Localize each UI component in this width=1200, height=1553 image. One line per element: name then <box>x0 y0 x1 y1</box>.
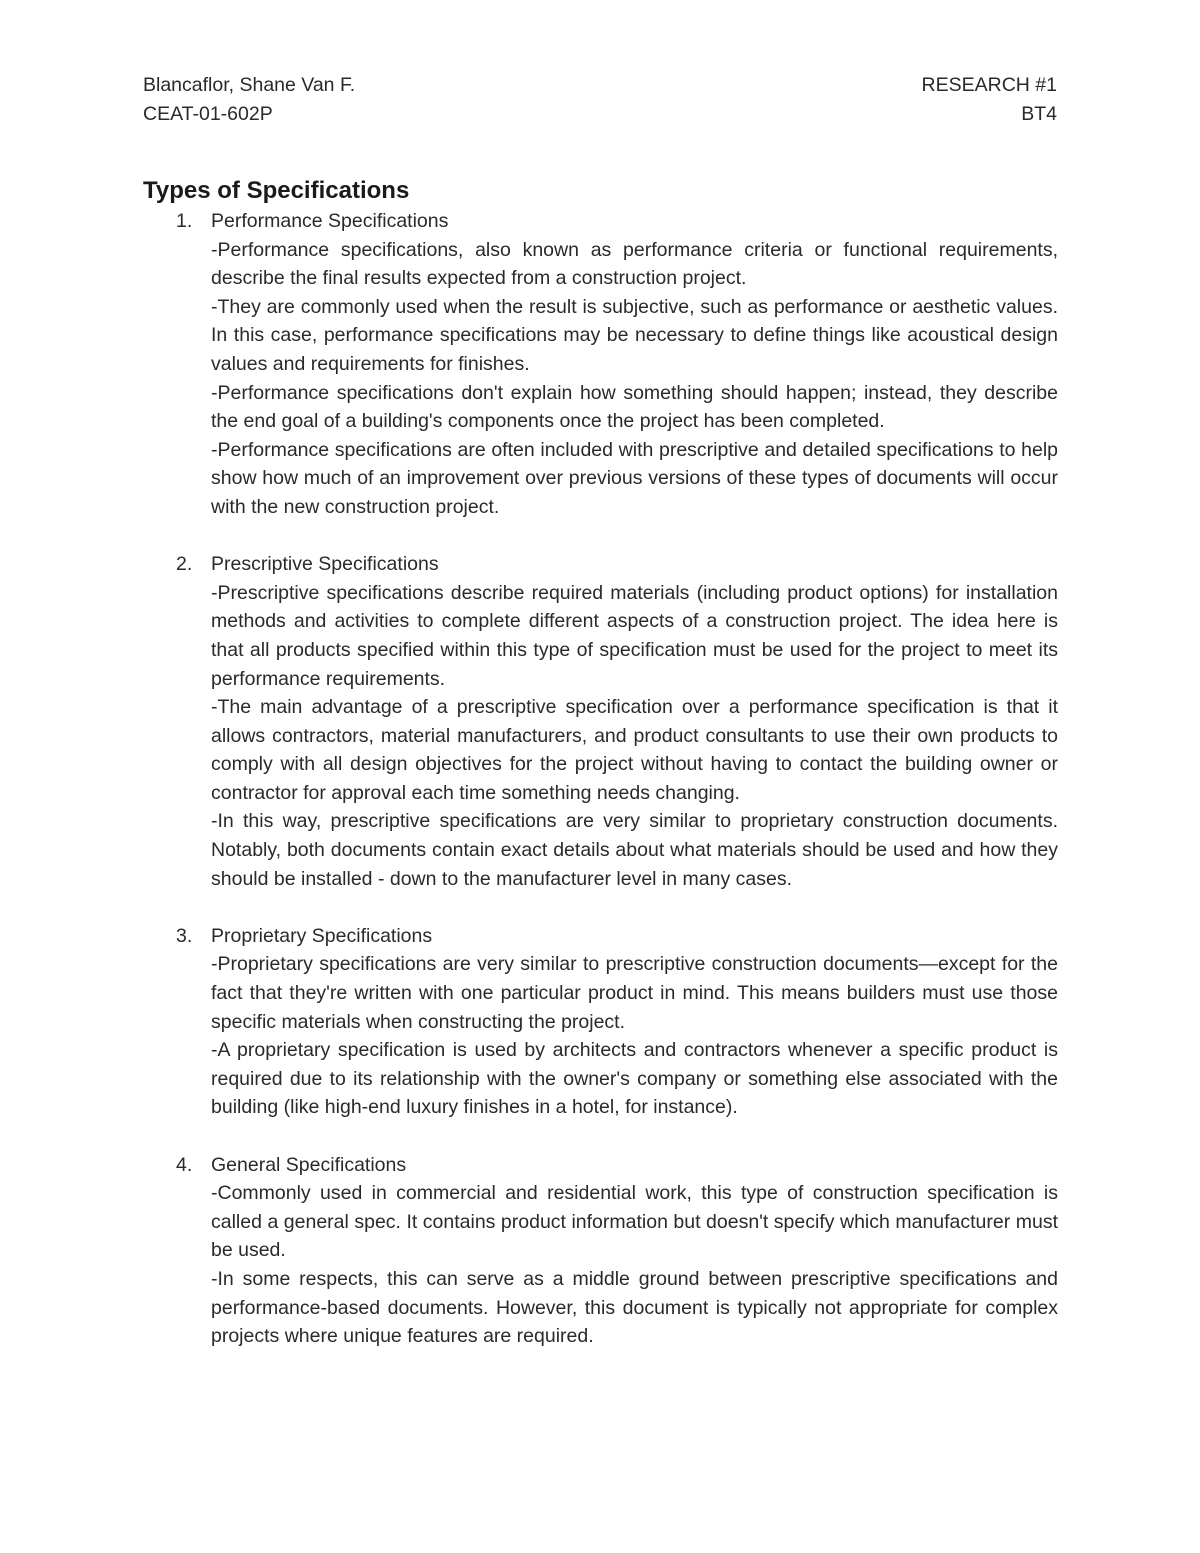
paragraph: -They are commonly used when the result is subjective, such as performance or aesthetic values. In this case, performance specifications may be necessary to define things like acoustical design values and requirements for finishes. <box>211 295 1058 375</box>
header-row-top <box>143 71 1057 99</box>
list-item <box>143 207 1058 522</box>
list-item <box>143 1151 1058 1351</box>
section-code: CEAT-01-602P <box>143 103 273 125</box>
paragraph: -The main advantage of a prescriptive specification over a performance specification is that it allows contractors, material manufacturers, and product consultants to use their own products to comply with all design objectives for the project without having to contact the building owner or contractor for approval each time something needs changing. <box>211 696 1058 804</box>
paragraph: -In some respects, this can serve as a middle ground between prescriptive specifications and performance-based documents. However, this document is typically not appropriate for complex projects where unique features are required. <box>211 1267 1058 1348</box>
paragraph: -A proprietary specification is used by architects and contractors whenever a specific product is required due to its relationship with the owner's company or something else associated with the building (like high-end luxury finishes in a hotel, for instance). <box>211 1039 1058 1119</box>
section-heading: Performance Specifications <box>211 210 449 232</box>
paragraph: -In this way, prescriptive specifications are very similar to proprietary construction documents. Notably, both documents contain exact details about what materials should be used and how they should be installed - down to the manufacturer level in many cases. <box>211 810 1058 890</box>
document-title: Types of Specifications <box>143 177 410 204</box>
list-number: 1. <box>176 210 193 232</box>
paragraph: -Proprietary specifications are very similar to prescriptive construction documents—except for the fact that they're written with one particular product in mind. This means builders must use those specific materials when constructing the project. <box>211 953 1058 1033</box>
paragraph: -Performance specifications, also known as performance criteria or functional requirements, describe the final results expected from a construction project. <box>211 238 1058 290</box>
section-heading: Prescriptive Specifications <box>211 553 439 576</box>
section-heading: Proprietary Specifications <box>211 924 433 947</box>
paragraph: -Performance specifications are often included with prescriptive and detailed specifications to help show how much of an improvement over previous versions of these types of documents will occur with the new construction project. <box>211 438 1058 518</box>
research-label: RESEARCH #1 <box>921 74 1057 96</box>
section-heading: General Specifications <box>211 1153 407 1176</box>
list-number: 2. <box>176 553 193 576</box>
list-item <box>143 550 1058 893</box>
course-code: BT4 <box>1021 103 1057 125</box>
paragraph: -Performance specifications don't explain how something should happen; instead, they describe the end goal of a building's components once the project has been completed. <box>211 381 1058 433</box>
student-name: Blancaflor, Shane Van F. <box>143 74 356 96</box>
list-number: 3. <box>176 924 193 947</box>
specification-list <box>143 207 1058 1379</box>
list-number: 4. <box>176 1153 193 1176</box>
paragraph: -Prescriptive specifications describe required materials (including product options) for installation methods and activities to complete different aspects of a construction project. The idea here is that all products specified within this type of specification must be used for the project to meet its performance requirements. <box>211 581 1058 690</box>
header-row-bottom <box>143 100 1057 128</box>
paragraph: -Commonly used in commercial and residential work, this type of construction specification is called a general spec. It contains product information but doesn't specify which manufacturer must be used. <box>211 1182 1058 1262</box>
list-item <box>143 922 1058 1122</box>
